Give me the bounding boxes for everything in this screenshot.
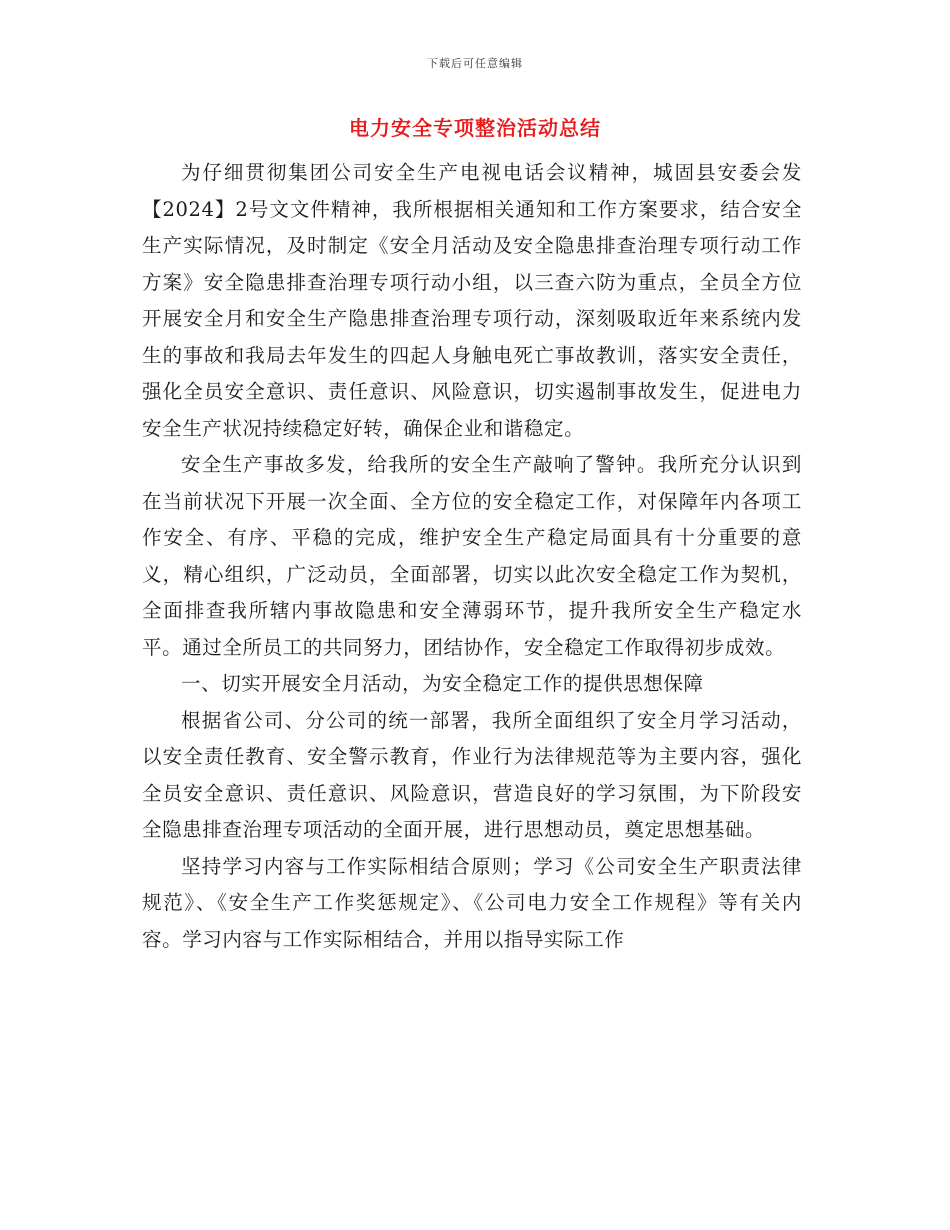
- paragraph-3: 根据省公司、分公司的统一部署，我所全面组织了安全月学习活动，以安全责任教育、安全警示教育，作业行为法律规范等为主要内容，强化全员安全意识、责任意识、风险意识，营造良好的学习氛围，为下阶段安全隐患排查治理专项活动的全面开展，进行思想动员，奠定思想基础。: [142, 708, 802, 841]
- header-note: 下载后可任意编辑: [427, 57, 523, 70]
- paragraph-1: 为仔细贯彻集团公司安全生产电视电话会议精神，城固县安委会发【2024】2号文文件精神，我所根据相关通知和工作方案要求，结合安全生产实际情况，及时制定《安全月活动及安全隐患排查治理专项行动工作方案》安全隐患排查治理专项行动小组，以三查六防为重点，全员全方位开展安全月和安全生产隐患排查治理专项行动，深刻吸取近年来系统内发生的事故和我局去年发生的四起人身触电死亡事故教训，落实安全责任，强化全员安全意识、责任意识、风险意识，切实遏制事故发生，促进电力安全生产状况持续稳定好转，确保企业和谐稳定。: [142, 161, 802, 440]
- paragraph-2: 安全生产事故多发，给我所的安全生产敲响了警钟。我所充分认识到在当前状况下开展一次全面、全方位的安全稳定工作，对保障年内各项工作安全、有序、平稳的完成，维护安全生产稳定局面具有十分重要的意义，精心组织，广泛动员，全面部署，切实以此次安全稳定工作为契机，全面排查我所辖内事故隐患和安全薄弱环节，提升我所安全生产稳定水平。通过全所员工的共同努力，团结协作，安全稳定工作取得初步成效。: [142, 453, 802, 659]
- section-heading-1: 一、切实开展安全月活动，为安全稳定工作的提供思想保障: [181, 672, 704, 695]
- document-title: 电力安全专项整治活动总结: [349, 116, 601, 140]
- document-body: [142, 155, 802, 958]
- paragraph-4: 坚持学习内容与工作实际相结合原则；学习《公司安全生产职责法律规范》、《安全生产工作奖惩规定》、《公司电力安全工作规程》等有关内容。学习内容与工作实际相结合，并用以指导实际工作: [142, 854, 802, 951]
